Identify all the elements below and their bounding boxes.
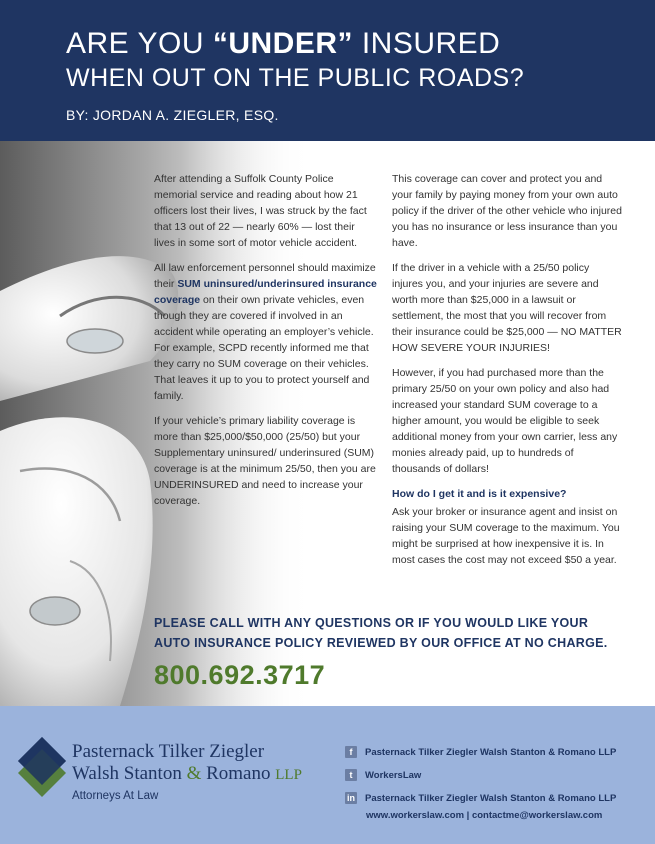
contact-line xyxy=(366,810,602,821)
headline-line1 xyxy=(66,26,655,62)
linkedin-icon: in xyxy=(347,793,355,803)
left-paragraph-2 xyxy=(154,260,378,404)
left-paragraph-3: If your vehicle’s primary liability coverage is more than $25,000/$50,000 (25/50) but your Supplementary uninsured/ underinsured (SUM) coverage is at the minimum 25/50, then you are UNDERINSURED and need to increase your coverage. xyxy=(154,415,376,507)
firm-line2-pre: Walsh Stanton xyxy=(72,763,187,784)
social-link-linkedin[interactable] xyxy=(345,788,616,808)
article-column-right xyxy=(392,171,622,577)
firm-llp: LLP xyxy=(275,767,302,783)
cta-line-1: PLEASE CALL WITH ANY QUESTIONS OR IF YOU WOULD LIKE YOUR xyxy=(154,616,589,630)
headline-post: INSURED xyxy=(353,27,501,60)
firm-name xyxy=(72,741,302,802)
right-paragraph-1: This coverage can cover and protect you and your family by paying money from your own auto policy if the driver of the other vehicle who injured you has no insurance or less insurance than you have. xyxy=(392,173,622,249)
social-links xyxy=(345,742,616,811)
firm-name-line2 xyxy=(72,763,302,786)
firm-name-line1: Pasternack Tilker Ziegler xyxy=(72,741,265,762)
website-link[interactable]: www.workerslaw.com xyxy=(366,810,465,821)
facebook-icon: f xyxy=(345,746,357,758)
social-label: Pasternack Tilker Ziegler Walsh Stanton & Romano LLP xyxy=(365,792,617,804)
social-label: WorkersLaw xyxy=(365,769,422,781)
article-column-left xyxy=(154,171,378,518)
left-p2-pre: All law enforcement personnel should maximize their xyxy=(154,262,376,290)
right-paragraph-2: If the driver in a vehicle with a 25/50 policy injures you, and your injuries are severe and worth more than $25,000 in a lawsuit or settlement, the most that you will recover from their insurance could be $25,000 — NO MATTER HOW SEVERE YOUR INJURIES! xyxy=(392,262,622,354)
social-link-facebook[interactable] xyxy=(345,742,616,762)
headline-pre: ARE YOU xyxy=(66,27,213,60)
header-banner xyxy=(0,0,655,141)
separator: | xyxy=(464,810,472,821)
footer xyxy=(0,706,655,844)
byline: BY: JORDAN A. ZIEGLER, ESQ. xyxy=(66,107,279,123)
firm-tagline: Attorneys At Law xyxy=(72,790,159,802)
twitter-icon: t xyxy=(345,769,357,781)
firm-line2-post: Romano xyxy=(201,763,276,784)
right-paragraph-4: Ask your broker or insurance agent and insist on raising your SUM coverage to the maximum. You might be surprised at how inexpensive it is. In most cases the cost may not exceed $50 a year. xyxy=(392,506,620,566)
firm-ampersand: & xyxy=(186,763,202,784)
left-paragraph-1: After attending a Suffolk County Police memorial service and reading about how 21 officers lost their lives, I was struck by the fact that 13 out of 22 — nearly 60% — lost their lives in some sort of motor vehicle accident. xyxy=(154,173,367,249)
social-label: Pasternack Tilker Ziegler Walsh Stanton & Romano LLP xyxy=(365,746,617,758)
email-link[interactable]: contactme@workerslaw.com xyxy=(471,810,603,821)
faq-question: How do I get it and is it expensive? xyxy=(392,488,567,500)
right-paragraph-3: However, if you had purchased more than the primary 25/50 on your own policy and also had increased your standard SUM coverage to a higher amount, you would be eligible to seek additional money from your own carrier, less any monies already paid, up to hundreds of thousands of dollars! xyxy=(392,367,618,475)
social-link-twitter[interactable] xyxy=(345,765,616,785)
cta-line-2: AUTO INSURANCE POLICY REVIEWED BY OUR OFFICE AT NO CHARGE. xyxy=(154,636,608,650)
call-to-action xyxy=(154,613,634,653)
headline-line2: WHEN OUT ON THE PUBLIC ROADS? xyxy=(66,64,525,92)
firm-logo-icon xyxy=(16,735,68,797)
left-p2-bold: SUM uninsured/underinsured insurance coverage xyxy=(154,278,377,306)
headline-emphasis: “UNDER” xyxy=(212,27,353,60)
phone-number[interactable]: 800.692.3717 xyxy=(154,660,326,690)
left-p2-post: on their own private vehicles, even though they are covered if involved in an accident while operating an employer’s vehicle. For example, SCPD recently informed me that they carry no SUM coverage on their vehicles. That leaves it up to you to protect yourself and family. xyxy=(154,294,374,402)
